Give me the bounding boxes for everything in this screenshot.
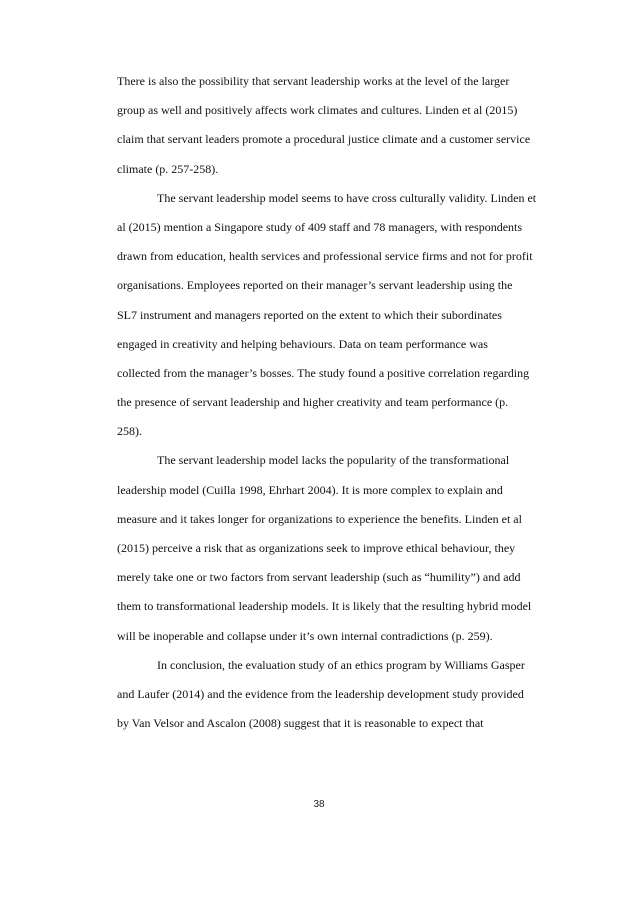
text-line: claim that servant leaders promote a procedural justice climate and a customer service (117, 132, 531, 147)
text-line: climate (p. 257-258). (117, 161, 219, 176)
paragraph (117, 657, 542, 745)
text-line: engaged in creativity and helping behaviours. Data on team performance was (117, 336, 488, 351)
paragraph (117, 73, 542, 190)
text-line: al (2015) mention a Singapore study of 409 staff and 78 managers, with respondents (117, 219, 523, 234)
text-line: will be inoperable and collapse under it’s own internal contradictions (p. 259). (117, 628, 493, 643)
text-line: and Laufer (2014) and the evidence from the leadership development study provided (117, 686, 524, 701)
text-line: merely take one or two factors from servant leadership (such as “humility”) and add (117, 570, 521, 585)
text-line: leadership model (Cuilla 1998, Ehrhart 2004). It is more complex to explain and (117, 482, 503, 497)
text-line: measure and it takes longer for organizations to experience the benefits. Linden et al (117, 511, 522, 526)
page-number: 38 (313, 799, 325, 810)
text-line: There is also the possibility that servant leadership works at the level of the larger (117, 74, 510, 88)
text-line: the presence of servant leadership and higher creativity and team performance (p. (117, 395, 509, 410)
text-line: group as well and positively affects work climates and cultures. Linden et al (2015) (117, 103, 518, 118)
text-line: organisations. Employees reported on their manager’s servant leadership using the (117, 278, 513, 293)
text-line: them to transformational leadership models. It is likely that the resulting hybrid model (117, 599, 532, 614)
text-line: drawn from education, health services and professional service firms and not for profit (117, 249, 533, 264)
text-line: In conclusion, the evaluation study of an ethics program by Williams Gasper (157, 657, 525, 672)
text-line: collected from the manager’s bosses. The study found a positive correlation regarding (117, 365, 530, 380)
paragraph (117, 452, 542, 656)
text-line: (2015) perceive a risk that as organizations seek to improve ethical behaviour, they (117, 541, 516, 555)
body-text (117, 73, 542, 744)
text-line: The servant leadership model lacks the popularity of the transformational (157, 453, 510, 468)
paragraph (117, 190, 542, 453)
text-line: by Van Velsor and Ascalon (2008) suggest that it is reasonable to expect that (117, 716, 484, 731)
text-line: 258). (117, 424, 142, 439)
text-line: SL7 instrument and managers reported on the extent to which their subordinates (117, 307, 502, 322)
text-line: The servant leadership model seems to have cross culturally validity. Linden et (157, 190, 537, 205)
